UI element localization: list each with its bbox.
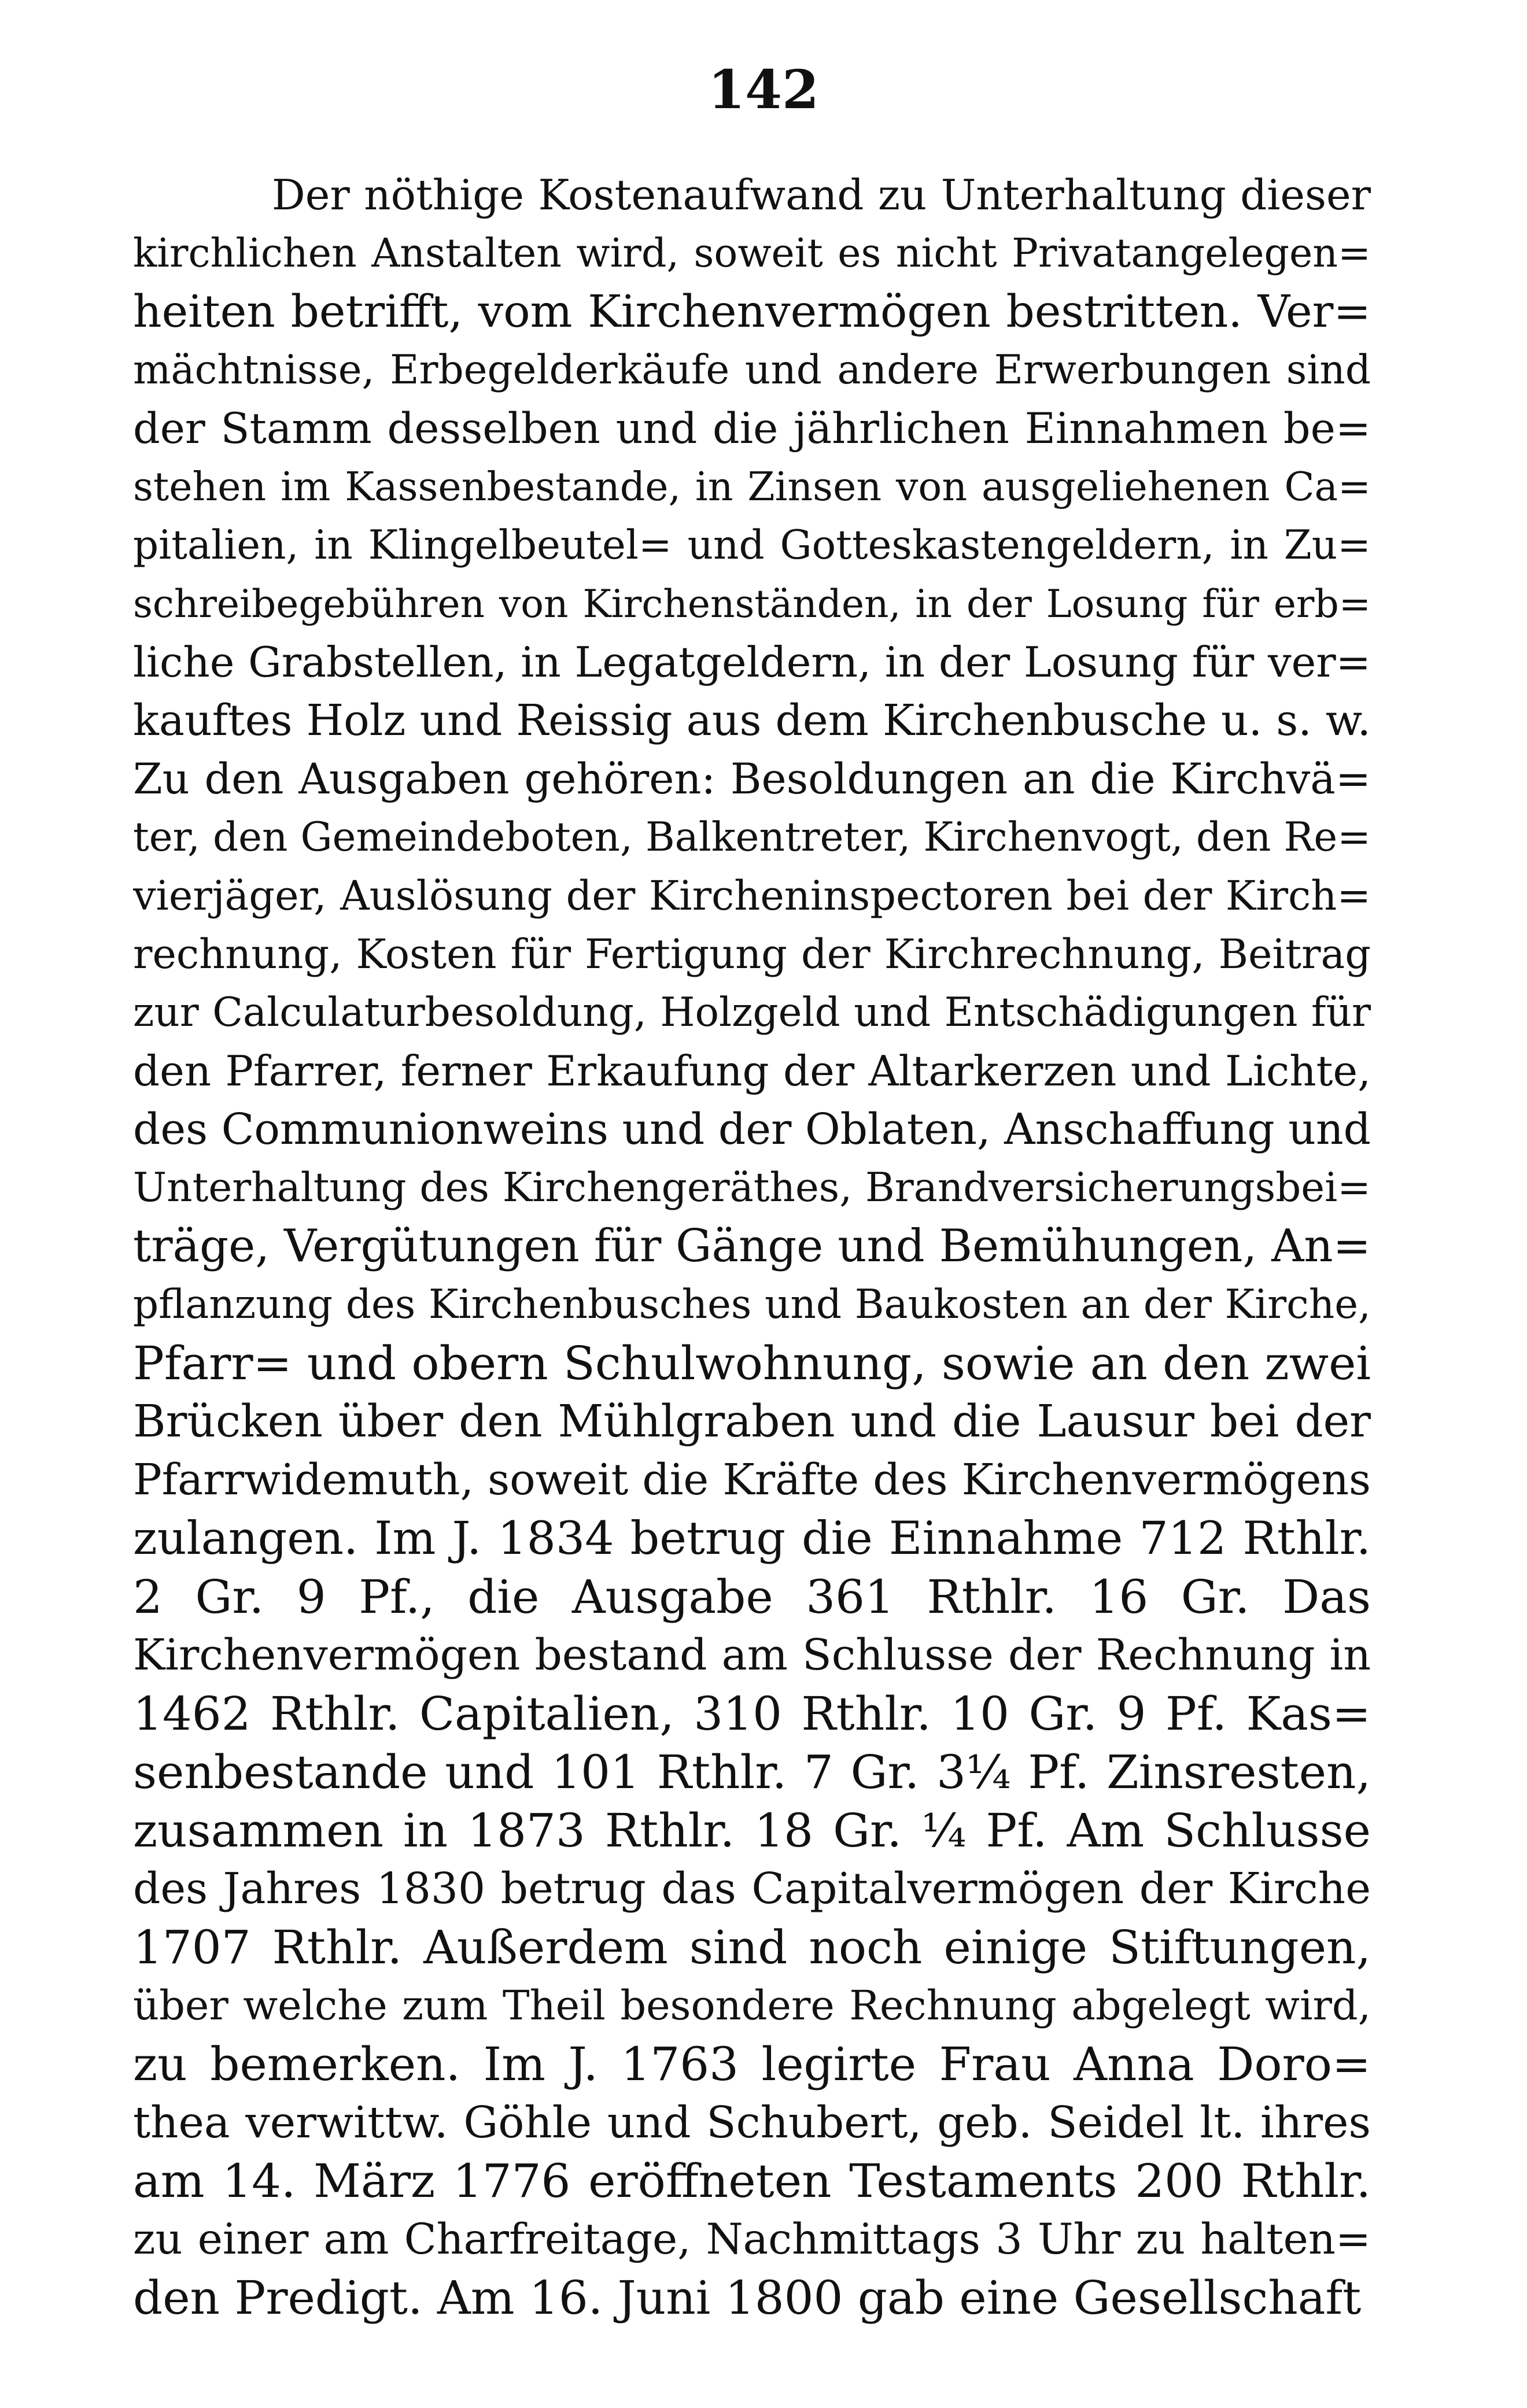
body-text	[133, 166, 1371, 2327]
text-line: über welche zum Theil besondere Rechnung abgelegt wird,	[133, 1982, 1371, 2029]
text-line: 1707 Rthlr. Außerdem sind noch einige Stiftungen,	[133, 1921, 1371, 1974]
text-line: 2 Gr. 9 Pf., die Ausgabe 361 Rthlr. 16 Gr. Das	[133, 1570, 1371, 1624]
text-line: Pfarr= und obern Schulwohnung, sowie an den zwei	[133, 1336, 1371, 1390]
text-line: pflanzung des Kirchenbusches und Baukosten an der Kirche,	[133, 1281, 1371, 1328]
text-line: des Jahres 1830 betrug das Capitalvermögen der Kirche	[133, 1864, 1371, 1914]
text-line: Kirchenvermögen bestand am Schlusse der Rechnung in	[133, 1630, 1371, 1680]
text-line: Der nöthige Kostenaufwand zu Unterhaltung dieser	[272, 171, 1371, 219]
text-line: Zu den Ausgaben gehören: Besoldungen an die Kirchvä=	[133, 755, 1371, 804]
text-line: den Predigt. Am 16. Juni 1800 gab eine Gesellschaft	[133, 2271, 1362, 2325]
text-line: am 14. März 1776 eröffneten Testaments 200 Rthlr.	[133, 2154, 1371, 2208]
text-line: pitalien, in Klingelbeutel= und Gotteskastengeldern, in Zu=	[133, 522, 1371, 568]
text-line: des Communionweins und der Oblaten, Anschaffung und	[133, 1105, 1371, 1154]
text-line: der Stamm desselben und die jährlichen Einnahmen be=	[133, 404, 1371, 453]
text-line: träge, Vergütungen für Gänge und Bemühungen, An=	[133, 1220, 1371, 1272]
text-line: zur Calculaturbesoldung, Holzgeld und Entschädigungen für	[133, 989, 1371, 1036]
text-line: schreibegebühren von Kirchenständen, in der Losung für erb=	[133, 582, 1371, 626]
text-line: 1462 Rthlr. Capitalien, 310 Rthlr. 10 Gr. 9 Pf. Kas=	[133, 1687, 1371, 1741]
text-line: kauftes Holz und Reissig aus dem Kirchenbusche u. s. w.	[133, 696, 1371, 745]
text-line: Pfarrwidemuth, soweit die Kräfte des Kirchenvermögens	[133, 1455, 1371, 1505]
text-line: Unterhaltung des Kirchengeräthes, Brandversicherungsbei=	[133, 1165, 1371, 1211]
text-line: senbestande und 101 Rthlr. 7 Gr. 3¼ Pf. Zinsresten,	[133, 1745, 1371, 1799]
text-line: liche Grabstellen, in Legatgeldern, in der Losung für ver=	[133, 638, 1371, 686]
text-line: zu bemerken. Im J. 1763 legirte Frau Anna Doro=	[133, 2037, 1371, 2091]
text-line: kirchlichen Anstalten wird, soweit es nicht Privatangelegen=	[133, 231, 1371, 276]
text-line: zusammen in 1873 Rthlr. 18 Gr. ¼ Pf. Am Schlusse	[133, 1804, 1371, 1857]
text-line: stehen im Kassenbestande, in Zinsen von ausgeliehenen Ca=	[133, 464, 1371, 510]
text-line: thea verwittw. Göhle und Schubert, geb. Seidel lt. ihres	[133, 2097, 1371, 2148]
text-line: den Pfarrer, ferner Erkaufung der Altarkerzen und Lichte,	[133, 1047, 1371, 1095]
text-line: rechnung, Kosten für Fertigung der Kirchrechnung, Beitrag	[133, 930, 1371, 978]
text-line: Brücken über den Mühlgraben und die Lausur bei der	[133, 1396, 1371, 1447]
text-line: mächtnisse, Erbegelderkäufe und andere Erwerbungen sind	[133, 347, 1371, 393]
text-line: heiten betrifft, vom Kirchenvermögen bestritten. Ver=	[133, 286, 1371, 338]
text-line: ter, den Gemeindeboten, Balkentreter, Kirchenvogt, den Re=	[133, 814, 1371, 860]
page-number: 142	[707, 58, 820, 121]
text-line: zu einer am Charfreitage, Nachmittags 3 Uhr zu halten=	[133, 2215, 1371, 2264]
text-line: zulangen. Im J. 1834 betrug die Einnahme 712 Rthlr.	[133, 1512, 1371, 1565]
text-line: vierjäger, Auslösung der Kircheninspectoren bei der Kirch=	[133, 872, 1371, 919]
